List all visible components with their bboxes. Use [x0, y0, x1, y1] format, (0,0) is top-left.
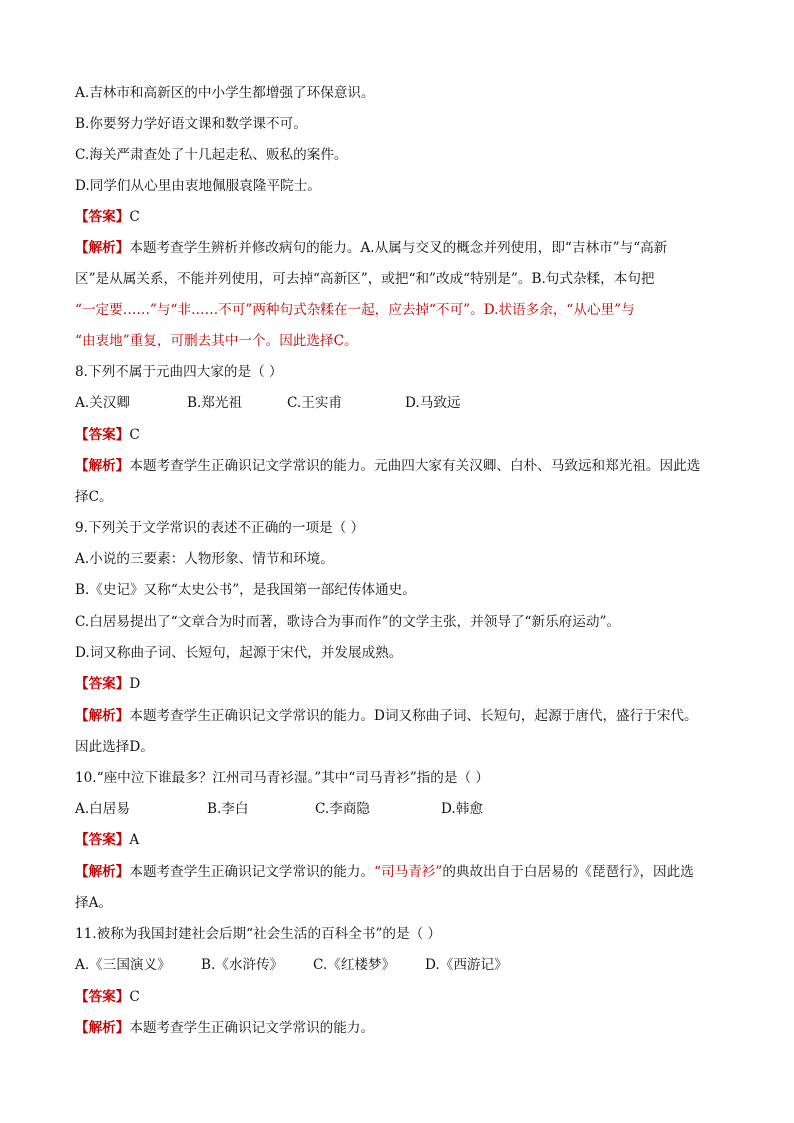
q8-options — [75, 393, 725, 413]
analysis-text: 本题考查学生辨析并修改病句的能力。A.从属与交叉的概念并列使用，即“吉林市”与“高新 — [129, 240, 668, 256]
q7-analysis-line-3: “一定要……”与“非……不可”两种句式杂糅在一起，应去掉“不可”。D.状语多余，“从心里”与 — [75, 302, 635, 318]
q9-option-a: A.小说的三要素：人物形象、情节和环境。 — [75, 551, 334, 567]
q11-option-a: A.《三国演义》 — [75, 957, 171, 973]
q9-option-d: D.词又称曲子词、长短句，起源于宋代，并发展成熟。 — [75, 645, 403, 661]
q8-option-b: B.郑光祖 — [187, 395, 243, 411]
answer-label: 【答案】 — [75, 989, 130, 1005]
q11-option-d: D.《西游记》 — [425, 957, 508, 973]
q7-option-a: A.吉林市和高新区的中小学生都增强了环保意识。 — [75, 85, 375, 101]
q10-answer — [75, 830, 725, 850]
q8-option-d: D.马致远 — [405, 395, 461, 411]
q7-option-d: D.同学们从心里由衷地佩服袁隆平院士。 — [75, 178, 321, 194]
analysis-text: 本题考查学生正确识记文学常识的能力。 — [129, 864, 375, 880]
q8-option-a: A.关汉卿 — [75, 395, 130, 411]
answer-label: 【答案】 — [75, 209, 130, 225]
q10-analysis-line-2: 择A。 — [75, 895, 113, 911]
q11-option-b: B.《水浒传》 — [201, 957, 284, 973]
answer-label: 【答案】 — [75, 832, 130, 848]
q9-question: 9.下列关于文学常识的表述不正确的一项是（ ） — [75, 520, 365, 536]
q7-option-c: C.海关严肃查处了十几起走私、贩私的案件。 — [75, 147, 348, 163]
analysis-label: 【解析】 — [75, 240, 130, 256]
q8-answer — [75, 425, 725, 445]
q10-question: 10.“座中泣下谁最多？江州司马青衫湿。”其中“司马青衫”指的是（ ） — [75, 770, 489, 786]
analysis-label: 【解析】 — [75, 708, 130, 724]
q10-option-d: D.韩愈 — [441, 801, 483, 817]
q9-option-b: B.《史记》又称“太史公书”，是我国第一部纪传体通史。 — [75, 582, 416, 598]
q9-option-c: C.白居易提出了“文章合为时而著，歌诗合为事而作”的文学主张，并领导了“新乐府运动”。 — [75, 614, 621, 630]
q11-question: 11.被称为我国封建社会后期“社会生活的百科全书”的是（ ） — [75, 926, 442, 942]
q11-option-c: C.《红楼梦》 — [313, 957, 396, 973]
answer-label: 【答案】 — [75, 427, 130, 443]
q8-option-c: C.王实甫 — [287, 395, 343, 411]
answer-label: 【答案】 — [75, 676, 130, 692]
analysis-text: 本题考查学生正确识记文学常识的能力。元曲四大家有关汉卿、白朴、马致远和郑光祖。因此选 — [129, 458, 701, 474]
q8-analysis-line-1 — [75, 456, 725, 476]
answer-value: A — [129, 832, 140, 848]
analysis-text-end: 的典故出自于白居易的《琵琶行》，因此选 — [442, 864, 694, 880]
q7-analysis-line-4: “由衷地”重复，可删去其中一个。因此选择C。 — [75, 333, 358, 349]
q11-answer — [75, 987, 725, 1007]
q11-options — [75, 955, 725, 975]
analysis-text: 本题考查学生正确识记文学常识的能力。 — [129, 1020, 375, 1036]
analysis-highlight: “司马青衫” — [374, 864, 443, 880]
q10-option-b: B.李白 — [207, 801, 249, 817]
q8-question: 8.下列不属于元曲四大家的是（ ） — [75, 364, 283, 380]
q10-analysis-line-1 — [75, 862, 725, 882]
q9-analysis-line-1 — [75, 706, 725, 726]
q11-analysis-line-1 — [75, 1018, 725, 1038]
answer-value: C — [129, 989, 140, 1005]
analysis-label: 【解析】 — [75, 1020, 130, 1036]
q10-options — [75, 799, 725, 819]
answer-value: D — [129, 676, 141, 692]
q7-option-b: B.你要努力学好语文课和数学课不可。 — [75, 116, 307, 132]
q9-answer — [75, 674, 725, 694]
q7-analysis-line-2: 区”是从属关系，不能并列使用，可去掉“高新区”，或把“和”改成“特别是”。B.句式杂糅，本句把 — [75, 271, 655, 287]
q8-analysis-line-2: 择C。 — [75, 489, 113, 505]
answer-value: C — [129, 427, 140, 443]
analysis-label: 【解析】 — [75, 864, 130, 880]
q7-answer — [75, 207, 725, 227]
q10-option-c: C.李商隐 — [315, 801, 371, 817]
answer-value: C — [129, 209, 140, 225]
q7-analysis-line-1 — [75, 238, 725, 258]
q10-option-a: A.白居易 — [75, 801, 130, 817]
analysis-label: 【解析】 — [75, 458, 130, 474]
q9-analysis-line-2: 因此选择D。 — [75, 739, 154, 755]
analysis-text: 本题考查学生正确识记文学常识的能力。D词又称曲子词、长短句，起源于唐代，盛行于宋代。 — [129, 708, 698, 724]
